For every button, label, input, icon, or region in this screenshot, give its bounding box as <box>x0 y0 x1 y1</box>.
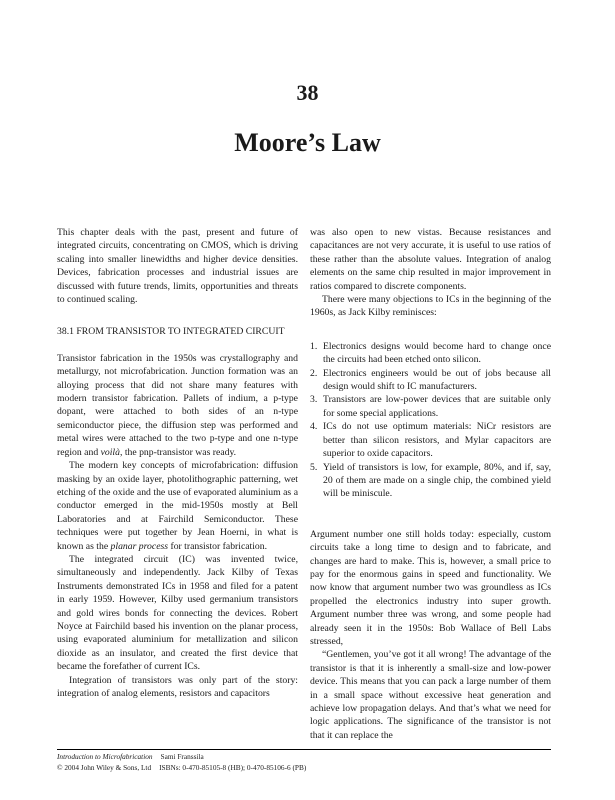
page-footer <box>57 752 306 773</box>
objections-list <box>310 340 551 501</box>
list-item: 3. Transistors are low-power devices that are suitable only for some special applications. <box>310 394 551 419</box>
book-author: Sami Franssila <box>160 752 204 761</box>
paragraph-objections: There were many objections to ICs in the beginning of the 1960s, as Jack Kilby reminisces: <box>310 294 551 319</box>
paragraph-ic-invention: The integrated circuit (IC) was invented twice, simultaneously and independently. Jack Kilby of Texas Instruments demonstrated ICs in 1958 and filed for a patent in early 1959. However, Kilby used germanium transistors and gold wires bonds for connecting the devices. Robert Noyce at Fairchild based his invention on the planar process, using evaporated aluminium for metallization and silicon dioxide as an insulator, and created the first device that became the forefather of current ICs. <box>57 553 298 673</box>
footer-divider <box>57 749 551 750</box>
book-title: Introduction to Microfabrication <box>57 752 153 761</box>
left-column <box>57 226 298 700</box>
paragraph-arguments: Argument number one still holds today: especially, custom circuits take a long time to design and to fabricate, and changes are hard to make. This is, however, a small price to pay for the enormous gains in speed and functionality. We now know that argument number two was groundless as ICs propelled the electronics industry into super growth. Argument number three was wrong, and some people had already seen it in the 1950s: Bob Wallace of Bell Labs stressed, <box>310 528 551 647</box>
list-item: 2. Electronics engineers would be out of jobs because all design would shift to IC manufacturers. <box>310 367 551 393</box>
footer-line-1 <box>57 752 306 763</box>
paragraph-analog-elements: was also open to new vistas. Because resistances and capacitances are not very accurate, it is useful to use ratios of these rather than the absolute values. Integration of analog elements on the same chip resulted in major improvement in ratios compared to discrete components. <box>310 227 551 292</box>
section-heading: 38.1 FROM TRANSISTOR TO INTEGRATED CIRCUIT <box>57 326 285 338</box>
list-item: 4. ICs do not use optimum materials: NiCr resistors are better than silicon resistors, and Mylar capacitors are superior to oxide capacitors. <box>310 421 551 460</box>
list-item: 5. Yield of transistors is low, for example, 80%, and if, say, 20 of them are made on a single chip, the combined yield will be miniscule. <box>310 461 551 500</box>
chapter-title: Moore’s Law <box>234 128 381 157</box>
list-item: 1. Electronics designs would become hard to change once the circuits had been etched onto silicon. <box>310 340 551 366</box>
chapter-number: 38 <box>296 80 319 105</box>
chapter-intro: This chapter deals with the past, present and future of integrated circuits, concentrating on CMOS, which is driving scaling into smaller linewidths and higher device densities. Devices, fabrication processes and industrial issues are discussed with future trends, limits, opportunities and threats to continued scaling. <box>57 227 298 306</box>
paragraph-transistor-fabrication: Transistor fabrication in the 1950s was crystallography and metallurgy, not microfabrication. Junction formation was an alloying process that did not share many features with modern transistor fabrication. Pallets of indium, a p-type dopant, were attached to both sides of an n-type semiconductor piece, the diffusion step was performed and metal wires were attached to the two p-type and one n-type region and voilà, the pnp-transistor was ready. <box>57 352 298 458</box>
paragraph-wallace-quote: “Gentlemen, you’ve got it all wrong! The advantage of the transistor is that it is inherently a small-size and low-power device. This means that you can pack a large number of them in a small space without excessive heat generation and achieve low propagation delays. And that’s what we need for logic applications. The significance of the transistor is not that it can replace the <box>310 649 551 741</box>
isbn: ISBNs: 0-470-85105-8 (HB); 0-470-85106-6 (PB) <box>159 762 307 772</box>
paragraph-integration: Integration of transistors was only part of the story: integration of analog elements, resistors and capacitors <box>57 674 298 699</box>
copyright: © 2004 John Wiley & Sons, Ltd <box>57 762 152 772</box>
footer-line-2 <box>57 763 306 774</box>
paragraph-planar-process: The modern key concepts of microfabrication: diffusion masking by an oxide layer, photolithographic patterning, wet etching of the oxide and the use of evaporated aluminium as a conductor emerged in the mid-1950s mostly at Bell Laboratories and at Fairchild Semiconductor. These techniques were put together by Jean Hoerni, in what is known as the planar process for transistor fabrication. <box>57 460 298 552</box>
right-column <box>310 226 551 742</box>
